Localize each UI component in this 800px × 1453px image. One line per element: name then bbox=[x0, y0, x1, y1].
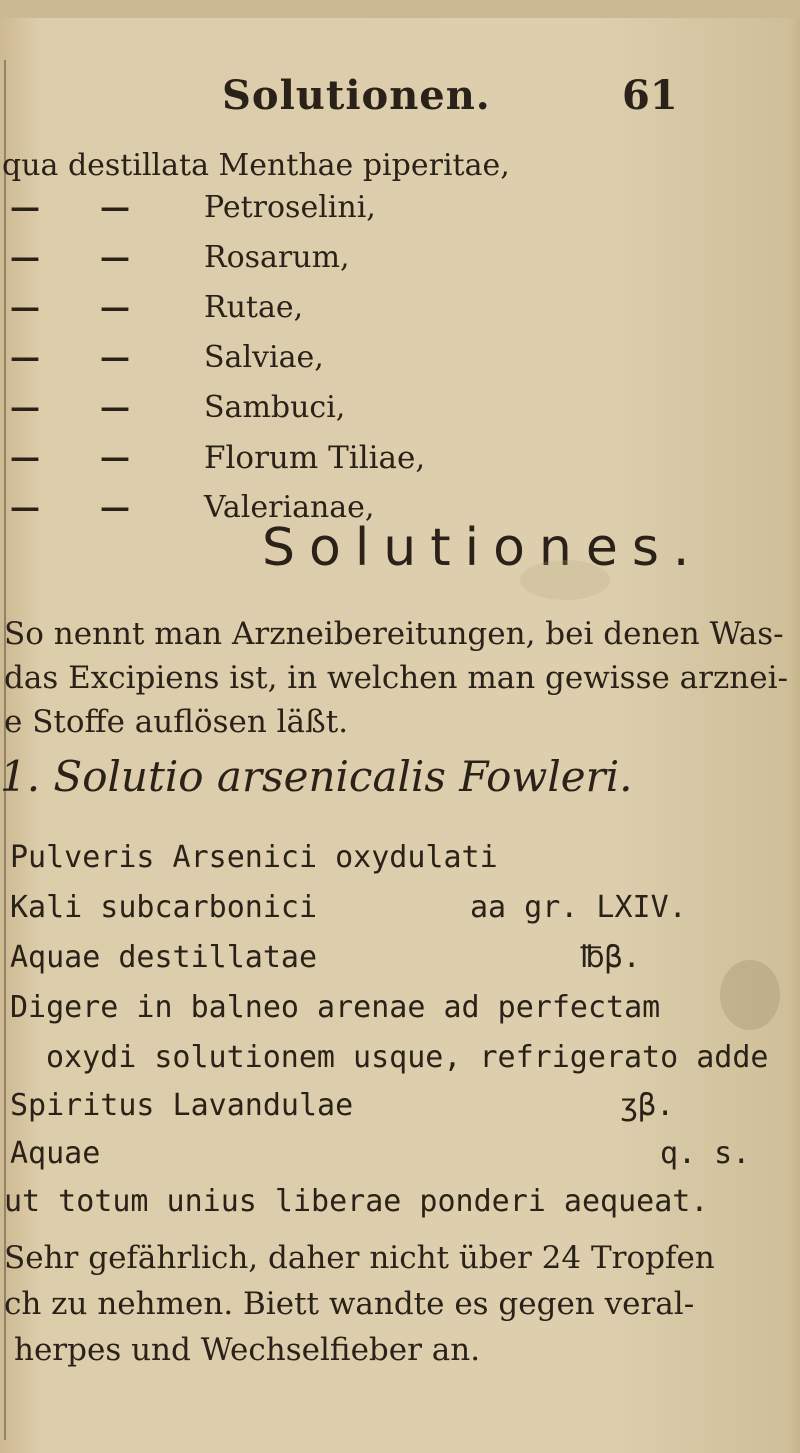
note-line: herpes und Wechselfieber an. bbox=[14, 1332, 481, 1368]
ditto-dash-6a: — bbox=[10, 440, 40, 475]
definition-line: e Stoffe auflösen läßt. bbox=[4, 704, 349, 740]
list-item: Salviae, bbox=[204, 340, 324, 375]
ditto-dash-5b: — bbox=[100, 390, 130, 425]
ditto-dash-4b: — bbox=[100, 340, 130, 375]
note-line: Sehr gefährlich, daher nicht über 24 Tropfen bbox=[4, 1240, 715, 1276]
ditto-dash-4a: — bbox=[10, 340, 40, 375]
recipe-line: Pulveris Arsenici oxydulati bbox=[10, 840, 498, 875]
page-header-title: Solutionen. bbox=[222, 72, 491, 119]
ditto-dash-6b: — bbox=[100, 440, 130, 475]
section-title: Solutiones. bbox=[262, 518, 704, 578]
list-item: Petroselini, bbox=[204, 190, 376, 225]
page-left-edge bbox=[4, 60, 6, 1440]
recipe-line: Aquae destillatae bbox=[10, 940, 318, 975]
definition-line: das Excipiens ist, in welchen man gewisse arznei- bbox=[4, 660, 789, 696]
ditto-dash-3b: — bbox=[100, 290, 130, 325]
ditto-dash-5a: — bbox=[10, 390, 40, 425]
list-intro: qua destillata Menthae piperitae, bbox=[2, 148, 510, 183]
ditto-dash-2b: — bbox=[100, 240, 130, 275]
ditto-dash-7a: — bbox=[10, 490, 40, 525]
ditto-dash-2a: — bbox=[10, 240, 40, 275]
recipe-line: ut totum unius liberae ponderi aequeat. bbox=[4, 1184, 709, 1219]
ditto-dash-3a: — bbox=[10, 290, 40, 325]
recipe-dose: ℔β. bbox=[580, 940, 641, 975]
list-item: Florum Tiliae, bbox=[204, 440, 426, 476]
list-item: Rosarum, bbox=[204, 240, 350, 275]
definition-line: So nennt man Arzneibereitungen, bei denen Was- bbox=[4, 616, 784, 652]
ditto-dash-1a: — bbox=[10, 190, 40, 225]
recipe-line: Digere in balneo arenae ad perfectam bbox=[10, 990, 661, 1025]
recipe-title: 1. Solutio arsenicalis Fowleri. bbox=[0, 752, 633, 801]
recipe-line: Spiritus Lavandulae bbox=[10, 1088, 354, 1123]
note-line: ch zu nehmen. Biett wandte es gegen veral- bbox=[4, 1286, 695, 1322]
list-item: Valerianae, bbox=[204, 490, 375, 525]
recipe-line: Aquae bbox=[10, 1136, 101, 1171]
page-number: 61 bbox=[622, 72, 678, 119]
list-item: Sambuci, bbox=[204, 390, 346, 425]
ditto-dash-7b: — bbox=[100, 490, 130, 525]
paper-stain bbox=[520, 560, 610, 600]
list-item: Rutae, bbox=[204, 290, 304, 325]
recipe-dose: q. s. bbox=[660, 1136, 751, 1171]
recipe-dose: aa gr. LXIV. bbox=[470, 890, 687, 925]
page-top-edge bbox=[0, 0, 800, 18]
recipe-line: Kali subcarbonici bbox=[10, 890, 318, 925]
recipe-line: oxydi solutionem usque, refrigerato adde bbox=[46, 1040, 769, 1075]
paper-stain bbox=[720, 960, 780, 1030]
recipe-dose: ʒβ. bbox=[620, 1088, 675, 1123]
ditto-dash-1b: — bbox=[100, 190, 130, 225]
